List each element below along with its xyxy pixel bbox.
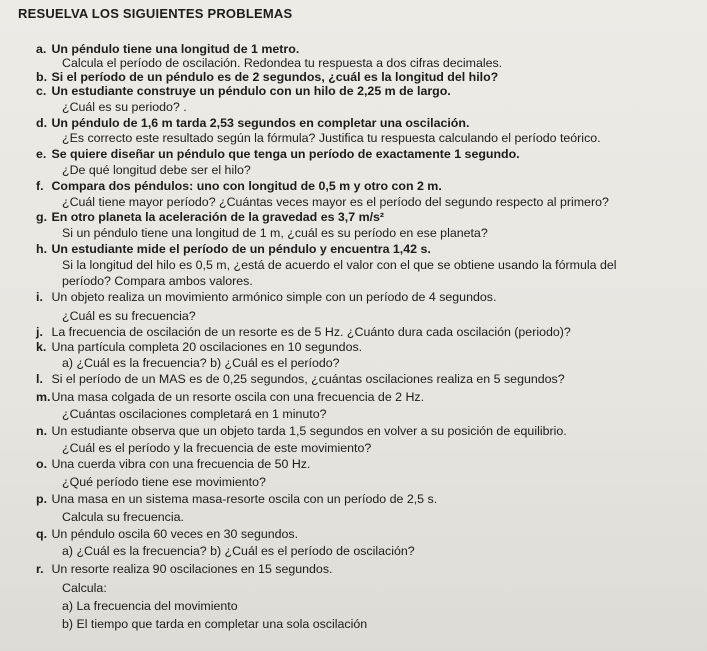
- problem-text: b) El tiempo que tarda en completar una sola oscilación: [62, 617, 368, 631]
- problem-label: j.: [36, 325, 43, 339]
- problem-text: a) La frecuencia del movimiento: [62, 599, 238, 613]
- problem-text: Un estudiante construye un péndulo con un hilo de 2,25 m de largo.: [48, 84, 451, 98]
- problem-item: [36, 325, 571, 339]
- problem-subline: [62, 510, 184, 524]
- problem-item: [36, 210, 384, 224]
- problem-text: Se quiere diseñar un péndulo que tenga un período de exactamente 1 segundo.: [48, 147, 520, 161]
- problem-label: p.: [36, 492, 48, 506]
- problem-text: Un péndulo de 1,6 m tarda 2,53 segundos en completar una oscilación.: [48, 116, 470, 130]
- problem-subline: [62, 163, 251, 177]
- problem-subline: [62, 309, 196, 323]
- problem-text: ¿Cuál es el período y la frecuencia de este movimiento?: [62, 441, 372, 455]
- problem-text: Una masa en un sistema masa-resorte oscila con un período de 2,5 s.: [48, 492, 438, 506]
- problem-label: h.: [36, 242, 48, 256]
- problem-text: Un estudiante mide el período de un péndulo y encuentra 1,42 s.: [48, 242, 431, 256]
- problem-item: [36, 290, 496, 304]
- worksheet-title: RESUELVA LOS SIGUIENTES PROBLEMAS: [18, 6, 293, 21]
- problem-subline: [62, 581, 107, 595]
- problem-label: b.: [36, 70, 48, 84]
- problem-label: r.: [36, 562, 44, 576]
- problem-subline: [62, 56, 502, 70]
- problem-item: [36, 242, 431, 256]
- problem-subline: [62, 599, 238, 613]
- problem-subline: [62, 131, 601, 145]
- problem-label: i.: [36, 290, 43, 304]
- problem-subline: [62, 544, 415, 558]
- problem-item: [36, 179, 442, 193]
- problem-item: [36, 424, 567, 438]
- problem-label: n.: [36, 424, 48, 438]
- problem-text: ¿Cuántas oscilaciones completará en 1 minuto?: [62, 407, 327, 421]
- problem-item: [36, 390, 424, 404]
- problem-label: c.: [36, 84, 47, 98]
- problem-subline: [62, 475, 266, 489]
- problem-subline: [62, 195, 609, 209]
- problem-item: [36, 527, 298, 541]
- problem-text: Un péndulo oscila 60 veces en 30 segundos.: [48, 527, 299, 541]
- problem-text: Si un péndulo tiene una longitud de 1 m, ¿cuál es su período en ese planeta?: [62, 226, 488, 240]
- problem-item: [36, 116, 469, 130]
- problem-item: [36, 84, 451, 98]
- problem-text: La frecuencia de oscilación de un resorte es de 5 Hz. ¿Cuánto dura cada oscilación (periodo)?: [48, 325, 571, 339]
- problem-text: ¿Cuál es su periodo? .: [62, 100, 187, 114]
- problem-text: En otro planeta la aceleración de la gravedad es 3,7 m/s²: [48, 210, 385, 224]
- problem-text: Un estudiante observa que un objeto tarda 1,5 segundos en volver a su posición de equilibrio.: [48, 424, 567, 438]
- problem-text: Compara dos péndulos: uno con longitud de 0,5 m y otro con 2 m.: [48, 179, 442, 193]
- problem-item: [36, 562, 332, 576]
- problem-text: Calcula el período de oscilación. Redondea tu respuesta a dos cifras decimales.: [62, 56, 503, 70]
- problem-label: l.: [36, 372, 43, 386]
- problem-subline: [62, 441, 371, 455]
- problem-subline: [62, 274, 253, 288]
- problem-subline: [62, 100, 187, 114]
- problem-item: [36, 340, 362, 354]
- problem-text: Calcula su frecuencia.: [62, 510, 184, 524]
- problem-text: ¿De qué longitud debe ser el hilo?: [62, 163, 251, 177]
- problem-text: Calcula:: [62, 581, 107, 595]
- problem-item: [36, 372, 565, 386]
- problem-label: g.: [36, 210, 48, 224]
- problem-text: ¿Es correcto este resultado según la fórmula? Justifica tu respuesta calculando el período teórico.: [62, 131, 601, 145]
- problem-text: Un péndulo tiene una longitud de 1 metro.: [48, 42, 300, 56]
- problem-item: [36, 42, 299, 56]
- problem-subline: [62, 407, 326, 421]
- problem-text: ¿Cuál tiene mayor período? ¿Cuántas veces mayor es el período del segundo respecto al primero?: [62, 195, 609, 209]
- problem-text: Una cuerda vibra con una frecuencia de 50 Hz.: [48, 457, 311, 471]
- problem-item: [36, 70, 498, 84]
- problem-label: d.: [36, 116, 48, 130]
- problem-text: a) ¿Cuál es la frecuencia? b) ¿Cuál es el período?: [62, 356, 340, 370]
- problem-subline: [62, 356, 340, 370]
- problem-text: Un objeto realiza un movimiento armónico simple con un período de 4 segundos.: [48, 290, 497, 304]
- problem-item: [36, 147, 520, 161]
- problem-text: Si la longitud del hilo es 0,5 m, ¿está de acuerdo el valor con el que se obtiene usando la fórmula del: [62, 258, 617, 272]
- problem-text: Si el período de un MAS es de 0,25 segundos, ¿cuántas oscilaciones realiza en 5 segundos?: [48, 372, 565, 386]
- problem-item: [36, 457, 310, 471]
- problem-subline: [62, 617, 367, 631]
- problem-item: [36, 492, 437, 506]
- problem-label: q.: [36, 527, 48, 541]
- problem-subline: [62, 258, 616, 272]
- problem-text: Una masa colgada de un resorte oscila con una frecuencia de 2 Hz.: [48, 390, 425, 404]
- problem-text: a) ¿Cuál es la frecuencia? b) ¿Cuál es el período de oscilación?: [62, 544, 415, 558]
- problem-text: Una partícula completa 20 oscilaciones en 10 segundos.: [48, 340, 363, 354]
- problem-label: o.: [36, 457, 48, 471]
- problem-label: a.: [36, 42, 47, 56]
- problem-text: ¿Qué período tiene ese movimiento?: [62, 475, 266, 489]
- problem-label: m.: [36, 390, 51, 404]
- problem-label: e.: [36, 147, 47, 161]
- problem-label: f.: [36, 179, 44, 193]
- problem-label: k.: [36, 340, 47, 354]
- problem-text: Un resorte realiza 90 oscilaciones en 15 segundos.: [48, 562, 333, 576]
- problem-text: ¿Cuál es su frecuencia?: [62, 309, 196, 323]
- problem-text: Si el período de un péndulo es de 2 segundos, ¿cuál es la longitud del hilo?: [48, 70, 499, 84]
- problem-text: período? Compara ambos valores.: [62, 274, 253, 288]
- problem-subline: [62, 226, 488, 240]
